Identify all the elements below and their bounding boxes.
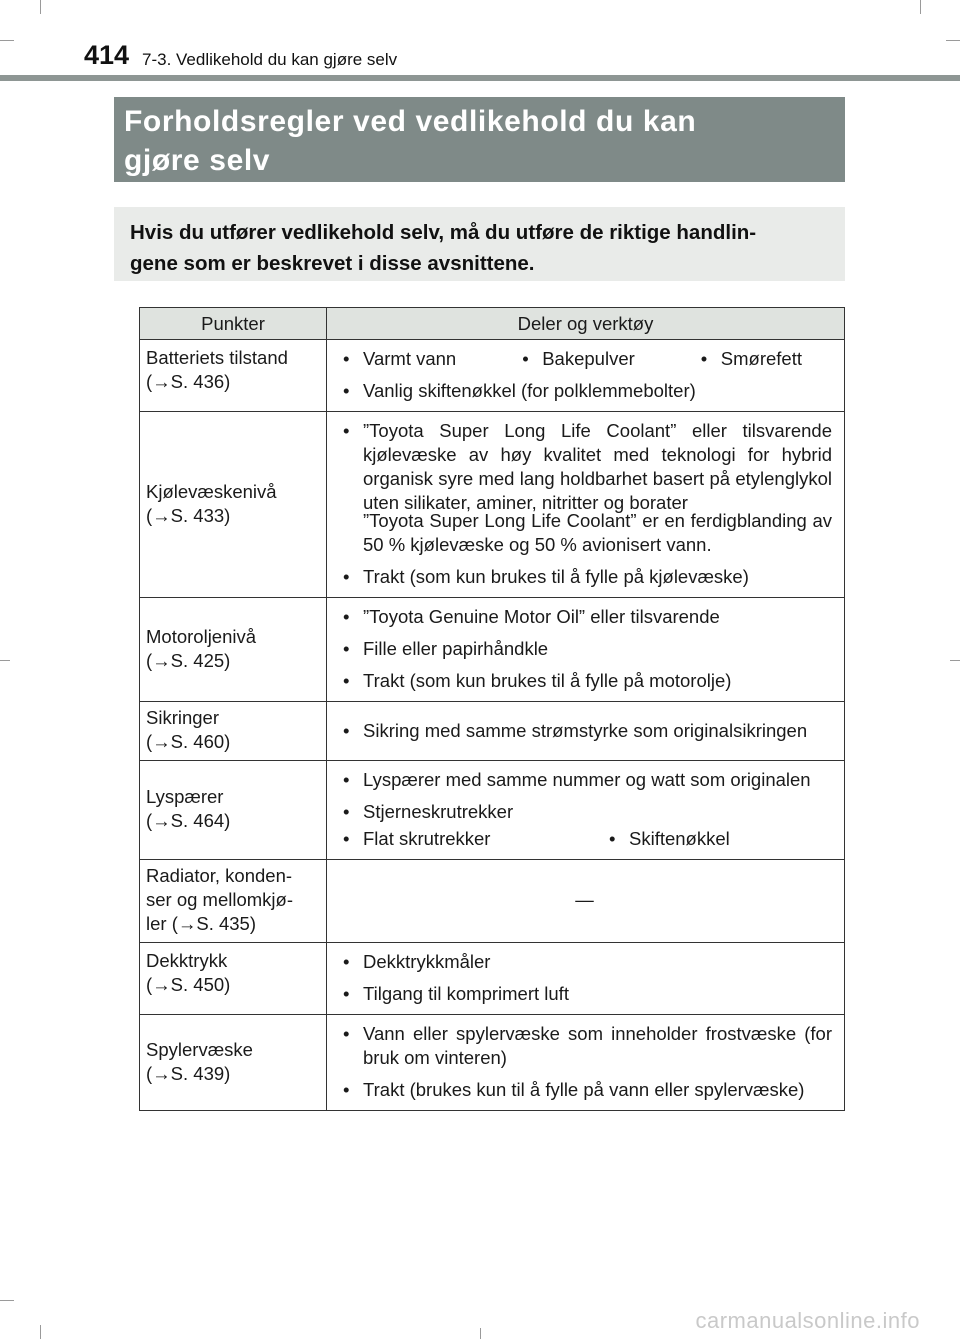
item-cell [140,702,327,761]
crop-mark [0,660,10,661]
tool-item: • Stjerneskrutrekker [337,800,832,824]
item-cell [140,761,327,860]
item-reference: (→S. 450) [146,974,231,995]
tools-cell [327,943,845,1015]
tool-item: • Flat skrutrekker [337,827,603,851]
tool-item: • Trakt (som kun brukes til å fylle på kjølevæske) [337,565,832,589]
crop-mark [40,1325,41,1339]
tools-cell [327,761,845,860]
table-header-row [140,308,845,340]
item-cell [140,943,327,1015]
tools-cell [327,1015,845,1111]
intro-line: gene som er beskrevet i disse avsnittene. [130,252,535,275]
tools-cell [327,340,845,412]
item-cell [140,598,327,702]
item-reference: (→S. 433) [146,504,231,526]
tool-item: • Fille eller papirhåndkle [337,637,832,661]
table-row [140,702,845,761]
tool-item: • Vann eller spylervæske som inneholder frostvæske (for bruk om vinteren) [337,1022,832,1070]
header-divider [0,75,960,81]
item-reference: (→S. 460) [146,731,231,752]
item-reference: ler (→S. 435) [146,913,257,934]
tools-inline-row [337,827,832,851]
maintenance-table [139,307,845,1111]
table-row [140,1015,845,1111]
intro-line: Hvis du utfører vedlikehold selv, må du utføre de riktige handlin- [130,221,757,244]
item-reference: (→S. 425) [146,649,231,671]
tool-item: • Smørefett [695,347,802,371]
item-label: ser og mellomkjø- [146,889,293,910]
tool-item: • Skiftenøkkel [603,827,730,851]
table-row [140,598,845,702]
section-title [114,97,845,182]
tool-item: • Lyspærer med samme nummer og watt som originalen [337,768,832,792]
column-header-items: Punkter [140,308,327,340]
tool-item: • ”Toyota Genuine Motor Oil” eller tilsvarende [337,605,832,629]
tool-item: • Varmt vann [337,347,456,371]
page-number: 414 [84,40,130,70]
item-cell [140,1015,327,1111]
tools-cell [327,598,845,702]
tool-item: • Trakt (brukes kun til å fylle på vann eller spylervæske) [337,1078,832,1102]
item-label: Sikringer [146,707,219,728]
tool-note: ”Toyota Super Long Life Coolant” er en ferdigblanding av 50 % kjølevæske og 50 % avionisert vann. [363,510,832,555]
item-reference: (→S. 464) [146,810,231,831]
tool-item: • Bakepulver [516,347,635,371]
tool-item: • Tilgang til komprimert luft [337,982,832,1006]
tool-item: • Vanlig skiftenøkkel (for polklemmebolter) [337,379,832,403]
table-row [140,943,845,1015]
table-row [140,860,845,943]
item-label: Lyspærer [146,786,224,807]
item-label: Radiator, konden- [146,865,293,886]
item-cell [140,412,327,598]
item-label: Motoroljenivå [146,625,257,647]
table-row [140,340,845,412]
section-breadcrumb: 7-3. Vedlikehold du kan gjøre selv [142,50,398,69]
item-reference: (→S. 439) [146,1062,231,1084]
table-row [140,412,845,598]
page-header [0,0,960,80]
item-label: Spylervæske [146,1038,253,1060]
table-row [140,761,845,860]
item-label: Batteriets tilstand [146,347,288,368]
tools-cell: — [327,860,845,943]
tools-inline-row [337,347,832,371]
section-title-line: gjøre selv [124,144,271,177]
watermark: carmanualsonline.info [695,1308,920,1333]
crop-mark [0,1300,14,1301]
tool-item: • Sikring med samme strømstyrke som originalsikringen [337,719,832,743]
column-header-tools: Deler og verktøy [327,308,845,340]
item-cell [140,340,327,412]
tools-cell [327,702,845,761]
tool-item: • ”Toyota Super Long Life Coolant” eller tilsvarende kjølevæske av høy kvalitet med teknologi for hybrid organisk syre med lang holdbarhet basert på etylenglykol uten silikater, aminer, nitritter og borater [337,419,832,515]
item-reference: (→S. 436) [146,371,231,392]
tool-item: • Dekktrykkmåler [337,950,832,974]
item-label: Kjølevæskenivå [146,480,277,502]
section-title-line: Forholdsregler ved vedlikehold du kan [124,105,697,138]
tools-cell [327,412,845,598]
item-label: Dekktrykk [146,950,228,971]
item-cell [140,860,327,943]
tool-item: • Trakt (som kun brukes til å fylle på motorolje) [337,669,832,693]
intro-text [114,207,845,281]
crop-mark [480,1328,481,1339]
crop-mark [950,660,960,661]
